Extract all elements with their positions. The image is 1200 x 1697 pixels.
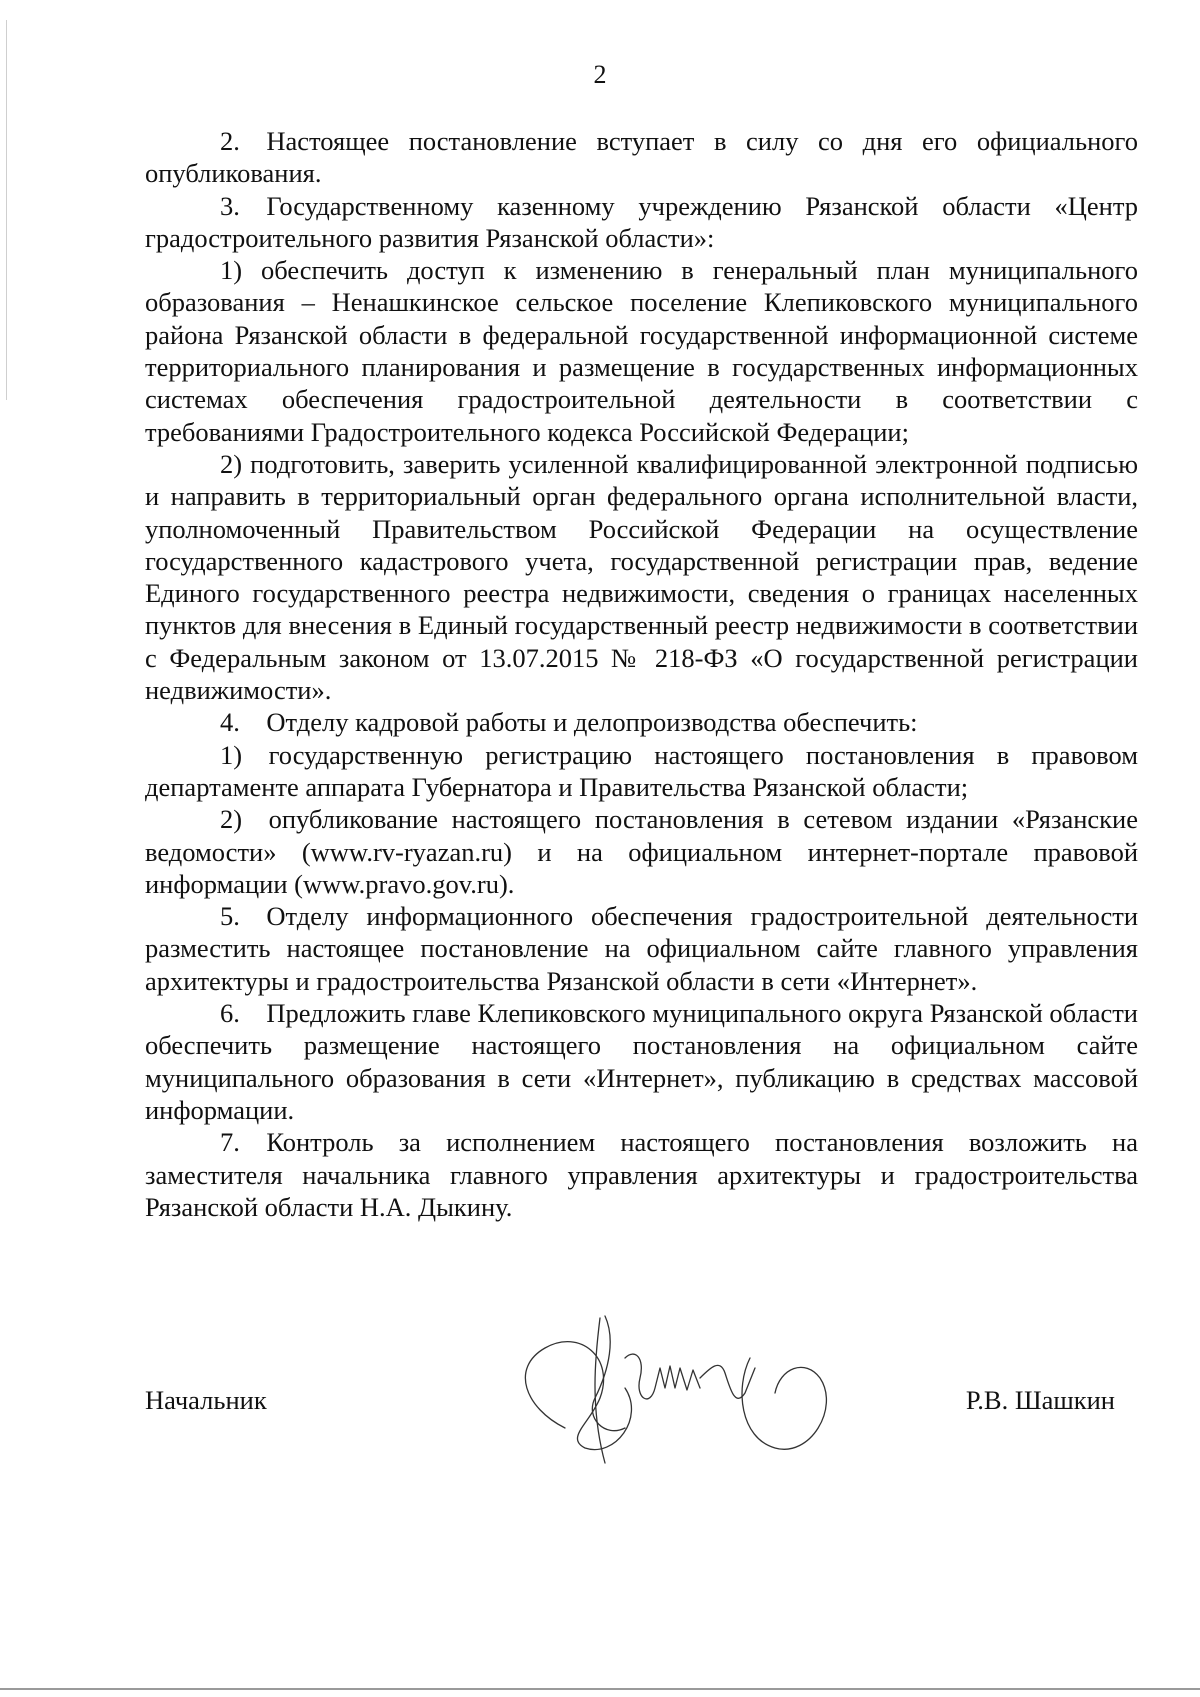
paragraph-5: 5. Отделу информационного обеспечения градостроительной деятельности разместить настоящее постановление на официальном сайте главного управления архитектуры и градостроительства Рязанской области в сети «Интернет». — [145, 901, 1138, 996]
paragraph-2: 2. Настоящее постановление вступает в силу со дня его официального опубликования. — [145, 126, 1138, 189]
left-scan-edge — [6, 20, 7, 400]
bottom-scan-edge — [0, 1688, 1200, 1690]
paragraph-3-item-2: 2) подготовить, заверить усиленной квалифицированной электронной подписью и направить в территориальный орган федерального органа исполнительной власти, уполномоченный Правительством Российской Федерации на осуществление государственного кадастрового учета, государственной регистрации прав, ведение Единого государственного реестра недвижимости, сведения о границах населенных пунктов для внесения в Единый государственный реестр недвижимости в соответствии с Федеральным законом от 13.07.2015 № 218-ФЗ «О государственной регистрации недвижимости». — [145, 448, 1138, 706]
document-body — [145, 125, 1138, 1223]
paragraph-6: 6. Предложить главе Клепиковского муниципального округа Рязанской области обеспечить размещение настоящего постановления на официальном сайте муниципального образования в сети «Интернет», публикацию в средствах массовой информации. — [145, 998, 1138, 1125]
paragraph-4: 4. Отделу кадровой работы и делопроизводства обеспечить: — [220, 707, 918, 738]
paragraph-4-item-1: 1) государственную регистрацию настоящего постановления в правовом департаменте аппарата Губернатора и Правительства Рязанской области; — [145, 739, 1138, 802]
paragraph-7: 7. Контроль за исполнением настоящего постановления возложить на заместителя начальника главного управления архитектуры и градостроительства Рязанской области Н.А. Дыкину. — [145, 1127, 1138, 1222]
page-number: 2 — [593, 60, 607, 89]
signatory-position: Начальник — [145, 1385, 267, 1415]
handwritten-signature — [505, 1298, 885, 1468]
signatory-name: Р.В. Шашкин — [965, 1385, 1115, 1415]
paragraph-3: 3. Государственному казенному учреждению Рязанской области «Центр градостроительного развития Рязанской области»: — [145, 190, 1138, 253]
paragraph-3-item-1: 1) обеспечить доступ к изменению в генеральный план муниципального образования – Ненашкинское сельское поселение Клепиковского муниципального района Рязанской области в федеральной государственной информационной системе территориального планирования и размещение в государственных информационных системах обеспечения градостроительной деятельности в соответствии с требованиями Градостроительного кодекса Российской Федерации; — [145, 255, 1138, 447]
paragraph-4-item-2: 2) опубликование настоящего постановления в сетевом издании «Рязанские ведомости» (www.rv-ryazan.ru) и на официальном интернет-портале правовой информации (www.pravo.gov.ru). — [145, 804, 1138, 899]
